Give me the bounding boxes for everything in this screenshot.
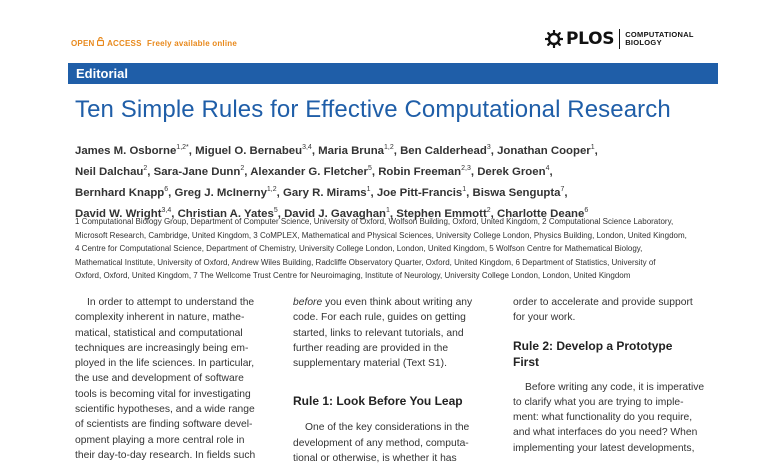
open-access-label: OPEN — [71, 39, 95, 48]
author-name[interactable] — [75, 166, 150, 178]
open-access-lock-icon — [97, 37, 105, 48]
body-text-line: further reading are provided in the — [293, 342, 449, 354]
affiliation-line: 4 Centre for Computational Science, Department of Chemistry, University College London, London, United Kingdom, 5 Wolfson Centre for Mathematical Biology, — [75, 244, 643, 253]
body-text-line: tional or otherwise, is whether it has — [293, 453, 457, 465]
plos-logo-icon — [545, 30, 563, 48]
open-access-label-2: ACCESS — [107, 39, 142, 48]
body-text-line: matical, statistical and computational — [75, 327, 243, 339]
affiliation-marker: 2,3 — [461, 165, 471, 172]
section-label: Editorial — [76, 66, 129, 81]
affiliation-marker: 3,4 — [161, 207, 172, 214]
author-name[interactable] — [318, 145, 397, 157]
author-separator: , — [490, 145, 494, 157]
body-text-line: order to accelerate and provide support — [513, 297, 693, 308]
affiliation-marker: 2 — [240, 165, 245, 172]
affiliation-marker: 5 — [273, 207, 278, 214]
affiliation-line: Microsoft Research, Cambridge, United Kingdom, 3 CoMPLEX, Mathematical and Physical Sciences, University College London, Physics Building, London, United Kingdom, — [75, 230, 687, 240]
author-name-text: Alexander G. Fletcher — [250, 166, 368, 178]
affiliation-marker: 1,2* — [176, 144, 189, 151]
affiliation-marker: 1 — [462, 186, 467, 193]
author-name-text: Joe Pitt-Francis — [376, 187, 463, 199]
author-list — [75, 141, 725, 225]
body-text-line: implementing your latest developments, — [513, 442, 695, 454]
author-name-text: Stephen Emmott — [396, 208, 487, 220]
author-line — [75, 162, 725, 183]
author-separator: , — [564, 187, 568, 199]
author-separator: , — [311, 145, 315, 157]
author-separator: , — [594, 145, 598, 157]
affiliation-marker: 1 — [366, 186, 371, 193]
author-name-text: Neil Dalchau — [75, 166, 144, 178]
section-banner — [68, 63, 718, 84]
body-text-line: Before writing any code, it is imperative — [525, 381, 705, 393]
author-separator: , — [371, 166, 376, 178]
body-text-line: scientific hypotheses, and a wide range — [75, 404, 255, 416]
author-name-text: Charlotte Deane — [496, 208, 585, 220]
affiliation-marker: 2 — [486, 207, 491, 214]
affiliation-marker: 3 — [486, 144, 491, 151]
body-text-line: ployed in the life sciences. In particular, — [75, 358, 255, 370]
journal-name — [625, 31, 694, 47]
affiliation-marker: 1 — [590, 144, 595, 151]
author-name[interactable] — [195, 145, 315, 157]
author-name-text: Sara-Jane Dunn — [153, 166, 241, 178]
author-name[interactable] — [378, 166, 474, 178]
author-separator: , — [244, 166, 248, 178]
author-separator: , — [168, 187, 172, 199]
author-name[interactable] — [250, 166, 375, 178]
author-separator: , — [393, 145, 397, 157]
author-separator: , — [490, 208, 494, 220]
body-text-line: complexity inherent in nature, mathe- — [75, 312, 245, 324]
author-name[interactable] — [377, 187, 470, 199]
rule-2-heading-line: First — [513, 354, 540, 369]
author-separator: , — [277, 208, 281, 220]
affiliation-marker: 5 — [367, 165, 372, 172]
author-name[interactable] — [497, 145, 598, 157]
author-name-text: Jonathan Cooper — [497, 145, 591, 157]
affiliation-line: Oxford, Oxford, United Kingdom, 7 The Wellcome Trust Centre for Neuroimaging, Institute of Neurology, University College London, London, United Kingdom — [75, 271, 631, 280]
author-line — [75, 141, 725, 162]
author-name[interactable] — [400, 145, 494, 157]
body-text-line: the use and development of software — [75, 373, 244, 385]
body-text-line — [293, 295, 493, 310]
body-text-line: their day-to-day research. In fields such — [75, 449, 256, 461]
body-text-line: started, links to relevant tutorials, and — [293, 327, 464, 339]
body-text-line: One of the key considerations in the — [305, 422, 470, 434]
body-text-line: development of any method, computa- — [293, 437, 469, 449]
author-name-text: Bernhard Knapp — [75, 187, 165, 199]
plos-wordmark: PLOS — [566, 29, 615, 49]
freely-available-label: Freely available online — [147, 39, 238, 48]
author-name-text: Derek Groen — [477, 166, 546, 178]
author-name[interactable] — [283, 187, 374, 199]
affiliation-marker: 1 — [385, 207, 390, 214]
body-text-fragment: you even think about writing any — [322, 297, 473, 308]
affiliation-marker: 6 — [584, 207, 589, 214]
affiliations — [75, 215, 715, 283]
rule-2-heading-line: Rule 2: Develop a Prototype — [513, 338, 673, 353]
emphasis-text: before — [293, 297, 323, 308]
body-text-line: In order to attempt to understand the — [87, 297, 255, 308]
affiliation-marker: 3,4 — [302, 144, 312, 151]
affiliation-marker: 2 — [143, 165, 148, 172]
plos-logo[interactable] — [545, 27, 694, 51]
journal-header — [0, 0, 784, 62]
journal-name-line: COMPUTATIONAL — [625, 30, 694, 39]
author-name-text: Maria Bruna — [318, 145, 384, 157]
body-column-3 — [513, 295, 719, 456]
body-text-line: ment: what functionality do you require, — [513, 412, 693, 424]
body-column-1 — [75, 295, 277, 463]
body-text-line: supplementary material (Text S1). — [293, 358, 447, 370]
author-name[interactable] — [75, 187, 171, 199]
body-text-line: techniques are increasingly being em- — [75, 342, 249, 354]
author-name-text: Greg J. McInerny — [174, 187, 267, 199]
author-name-text: Robin Freeman — [378, 166, 462, 178]
article-title: Ten Simple Rules for Effective Computational Research — [75, 96, 671, 123]
body-text-line: tools is becoming vital for investigating — [75, 388, 251, 400]
body-column-2 — [293, 295, 493, 466]
rule-2-heading — [513, 338, 719, 370]
logo-divider — [619, 29, 620, 49]
journal-name-line: BIOLOGY — [625, 38, 662, 47]
author-name-text: Christian A. Yates — [177, 208, 274, 220]
affiliation-marker: 6 — [164, 186, 169, 193]
author-name-text: David J. Gavaghan — [284, 208, 386, 220]
body-text-line: for your work. — [513, 312, 576, 324]
author-name-text: Gary R. Mirams — [282, 187, 367, 199]
body-text-line: code. For each rule, guides on getting — [293, 312, 466, 324]
body-text-line: of scientists are finding software devel- — [75, 419, 253, 431]
author-separator: , — [389, 208, 394, 220]
author-name-text: Biswa Sengupta — [472, 187, 561, 199]
author-name-text: David W. Wright — [75, 208, 162, 220]
author-name[interactable] — [473, 187, 568, 199]
author-name-text: James M. Osborne — [75, 145, 177, 157]
author-separator: , — [466, 187, 470, 199]
author-name[interactable] — [174, 187, 279, 199]
author-separator: , — [470, 166, 475, 178]
author-name[interactable] — [477, 166, 552, 178]
affiliation-line: 1 Computational Biology Group, Department of Computer Science, University of Oxford, Wolfson Building, Oxford, United Kingdom, 2 Computational Science Laboratory, — [75, 217, 674, 226]
affiliation-line: Mathematical Institute, University of Oxford, Andrew Wiles Building, Radcliffe Observatory Quarter, Oxford, United Kingdom, 6 Department of Statistics, University of — [75, 257, 656, 267]
author-separator: , — [188, 145, 192, 157]
open-access-badge — [71, 37, 237, 48]
affiliation-marker: 4 — [545, 165, 550, 172]
author-name[interactable] — [154, 166, 248, 178]
body-text-line: and what interfaces do you need? When — [513, 427, 698, 439]
author-separator: , — [276, 187, 280, 199]
rule-1-heading: Rule 1: Look Before You Leap — [293, 394, 463, 409]
author-separator: , — [370, 187, 374, 199]
author-separator: , — [171, 208, 175, 220]
affiliation-marker: 7 — [560, 186, 565, 193]
affiliation-marker: 1,2 — [266, 186, 277, 193]
author-separator: , — [147, 166, 151, 178]
body-text-line: opment playing a more central role in — [75, 434, 245, 446]
body-text-line: to clarify what you are trying to imple- — [513, 396, 684, 408]
author-name[interactable] — [75, 145, 192, 157]
author-name-text: Ben Calderhead — [400, 145, 487, 157]
author-separator: , — [549, 166, 553, 178]
author-name-text: Miguel O. Bernabeu — [195, 145, 303, 157]
author-line — [75, 183, 725, 204]
affiliation-marker: 1,2 — [384, 144, 394, 151]
